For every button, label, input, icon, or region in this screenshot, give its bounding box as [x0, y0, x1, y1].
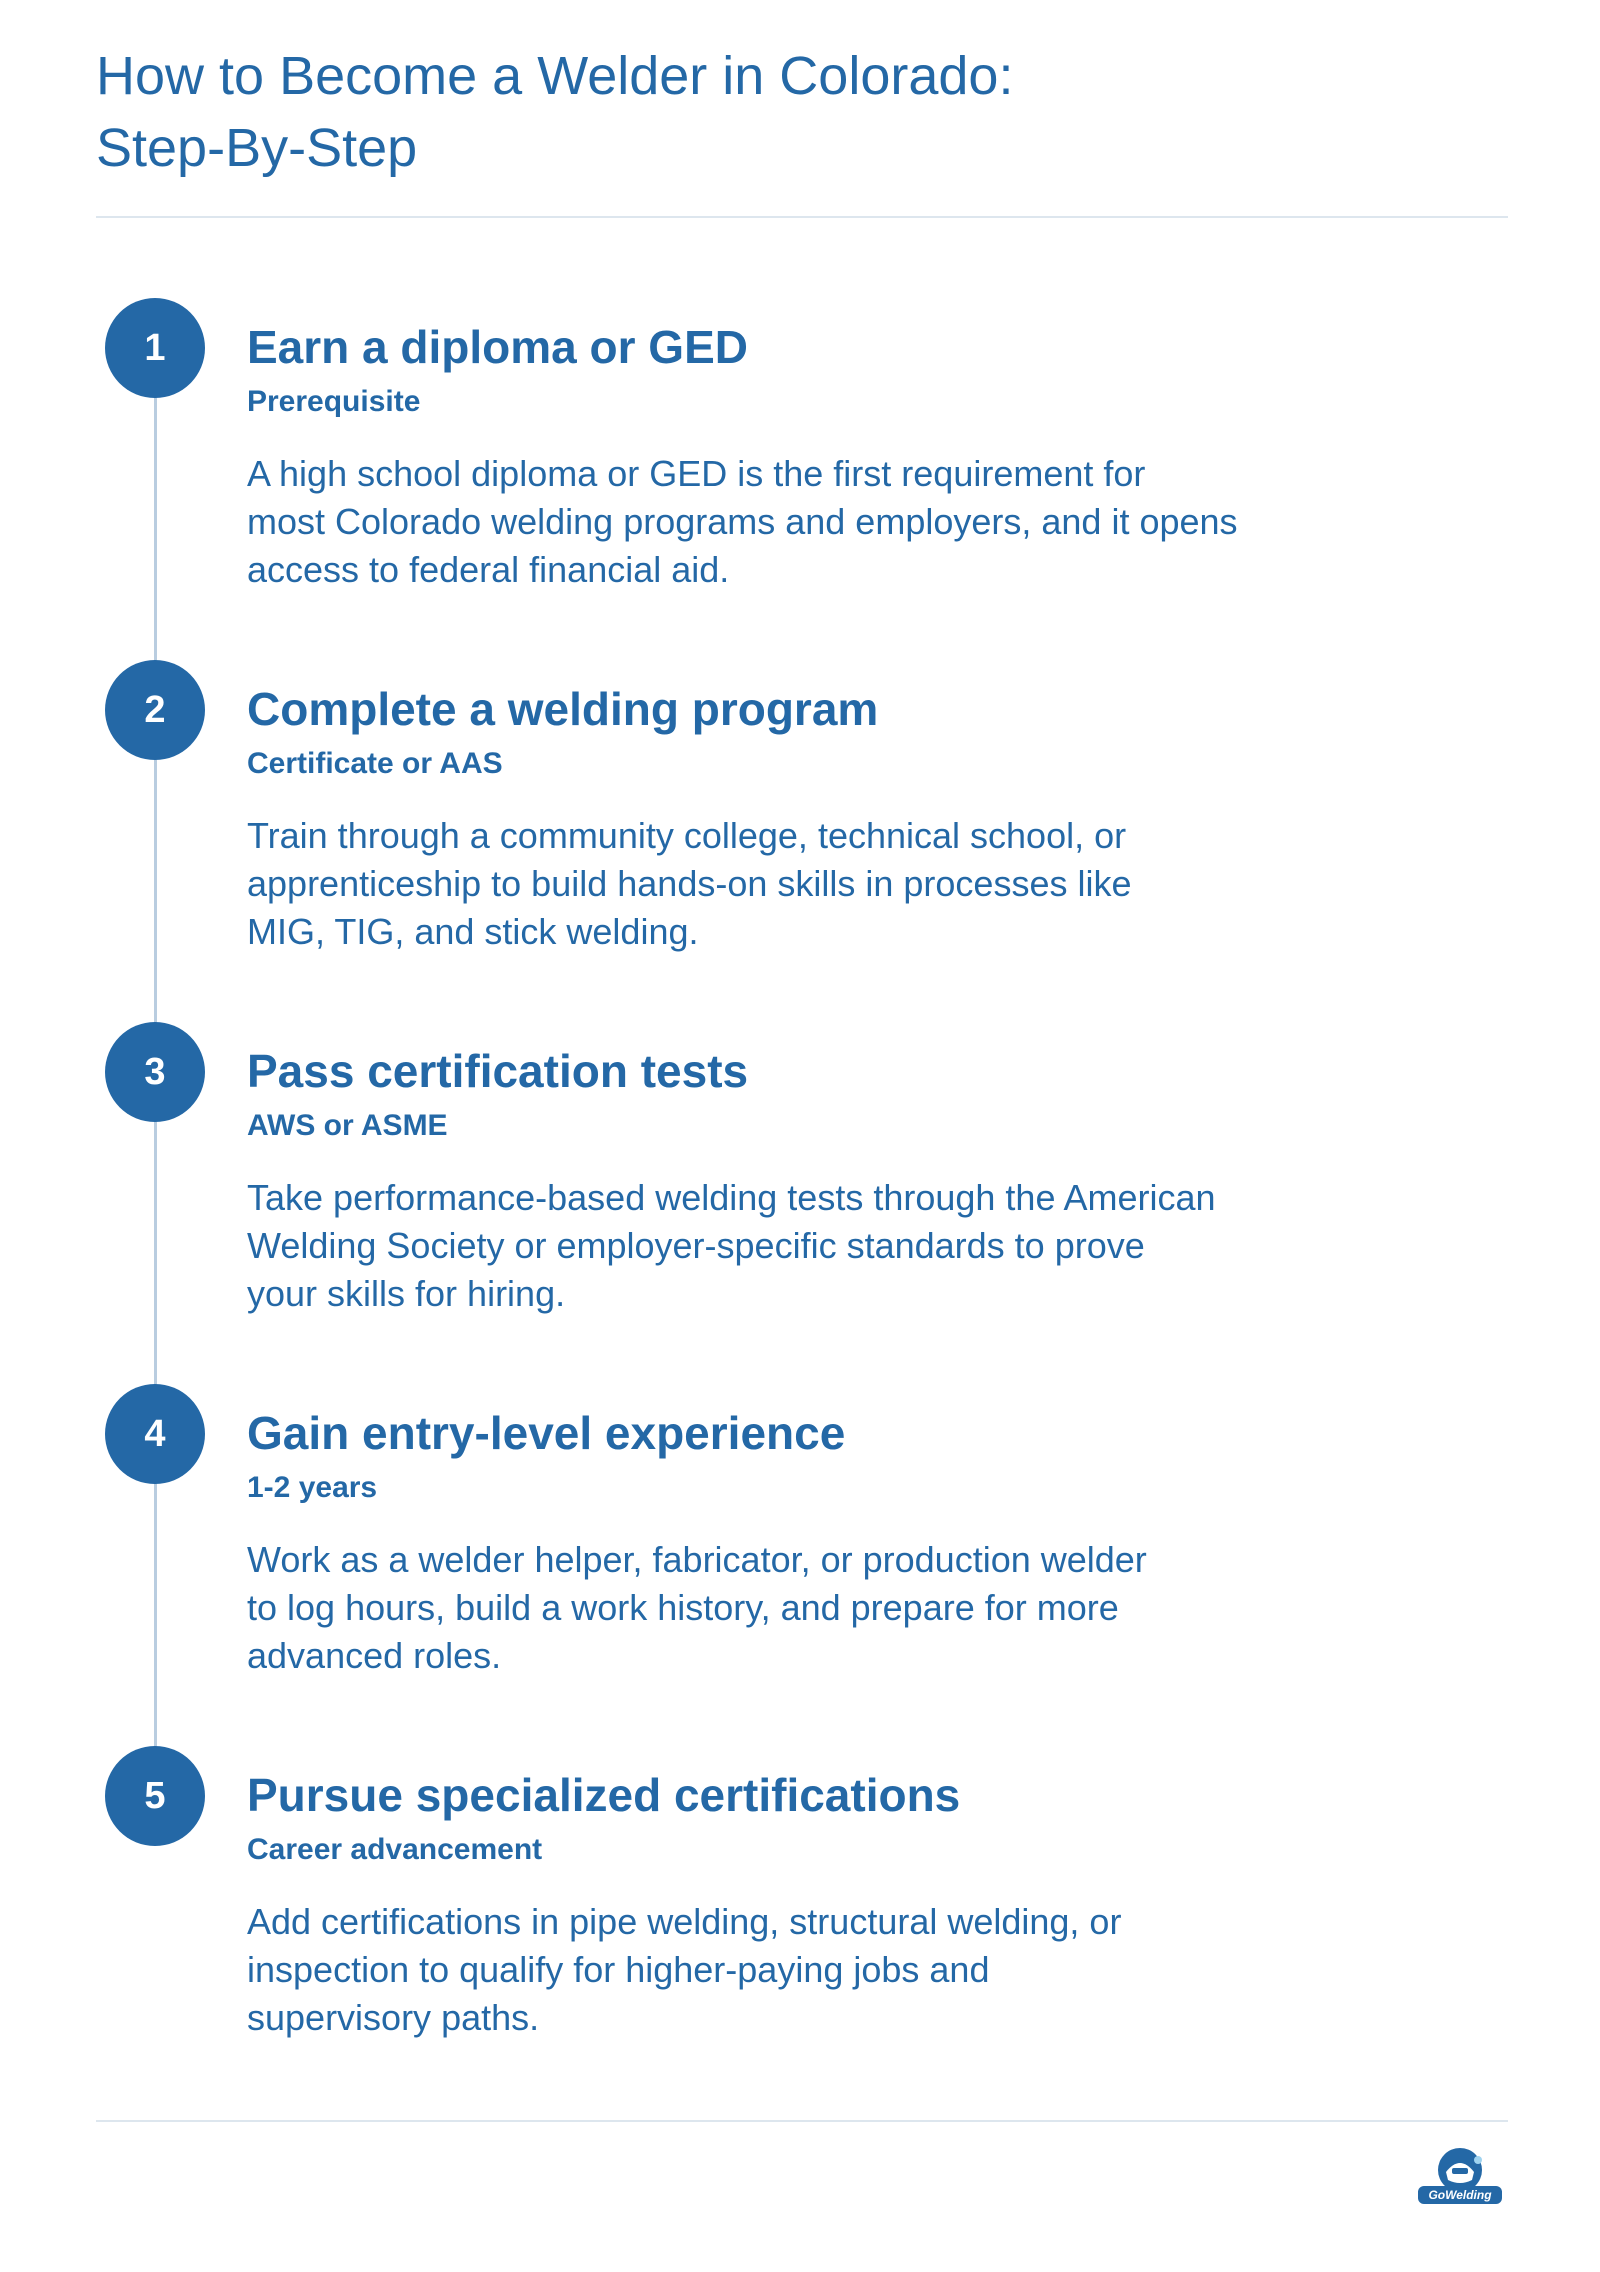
- step-description: Work as a welder helper, fabricator, or production welder to log hours, build a work history, and prepare for more advanced roles.: [247, 1539, 1147, 1676]
- step-subtitle: AWS or ASME: [247, 1109, 448, 1142]
- step-4: [0, 1384, 1600, 1684]
- step-5: [0, 1746, 1600, 2046]
- welder-mask-icon: [1416, 2146, 1504, 2206]
- step-description: A high school diploma or GED is the first requirement for most Colorado welding programs and employers, and it opens access to federal financial aid.: [247, 453, 1238, 590]
- page-title: How to Become a Welder in Colorado: Step-By-Step: [96, 46, 1014, 178]
- step-subtitle: 1-2 years: [247, 1471, 378, 1504]
- gowelding-logo: [1416, 2146, 1504, 2206]
- step-description: Take performance-based welding tests through the American Welding Society or employer-specific standards to prove your skills for hiring.: [247, 1177, 1216, 1314]
- step-subtitle: Prerequisite: [247, 385, 421, 418]
- step-2: [0, 660, 1600, 960]
- step-title: Pursue specialized certifications: [247, 1769, 961, 1821]
- step-number-badge: 5: [105, 1746, 205, 1846]
- step-number-badge: 4: [105, 1384, 205, 1484]
- top-divider: [96, 216, 1508, 218]
- step-1: [0, 298, 1600, 598]
- step-number-badge: 1: [105, 298, 205, 398]
- step-title: Complete a welding program: [247, 683, 879, 735]
- step-title: Pass certification tests: [247, 1045, 749, 1097]
- logo-text: GoWelding: [1428, 2188, 1492, 2202]
- step-number-badge: 2: [105, 660, 205, 760]
- bottom-divider: [96, 2120, 1508, 2122]
- step-3: [0, 1022, 1600, 1322]
- step-title: Earn a diploma or GED: [247, 321, 748, 373]
- step-description: Add certifications in pipe welding, structural welding, or inspection to qualify for higher-paying jobs and supervisory paths.: [247, 1901, 1122, 2038]
- step-number-badge: 3: [105, 1022, 205, 1122]
- step-title: Gain entry-level experience: [247, 1407, 846, 1459]
- step-description: Train through a community college, technical school, or apprenticeship to build hands-on skills in processes like MIG, TIG, and stick welding.: [247, 815, 1132, 952]
- step-subtitle: Career advancement: [247, 1833, 543, 1866]
- step-subtitle: Certificate or AAS: [247, 747, 503, 780]
